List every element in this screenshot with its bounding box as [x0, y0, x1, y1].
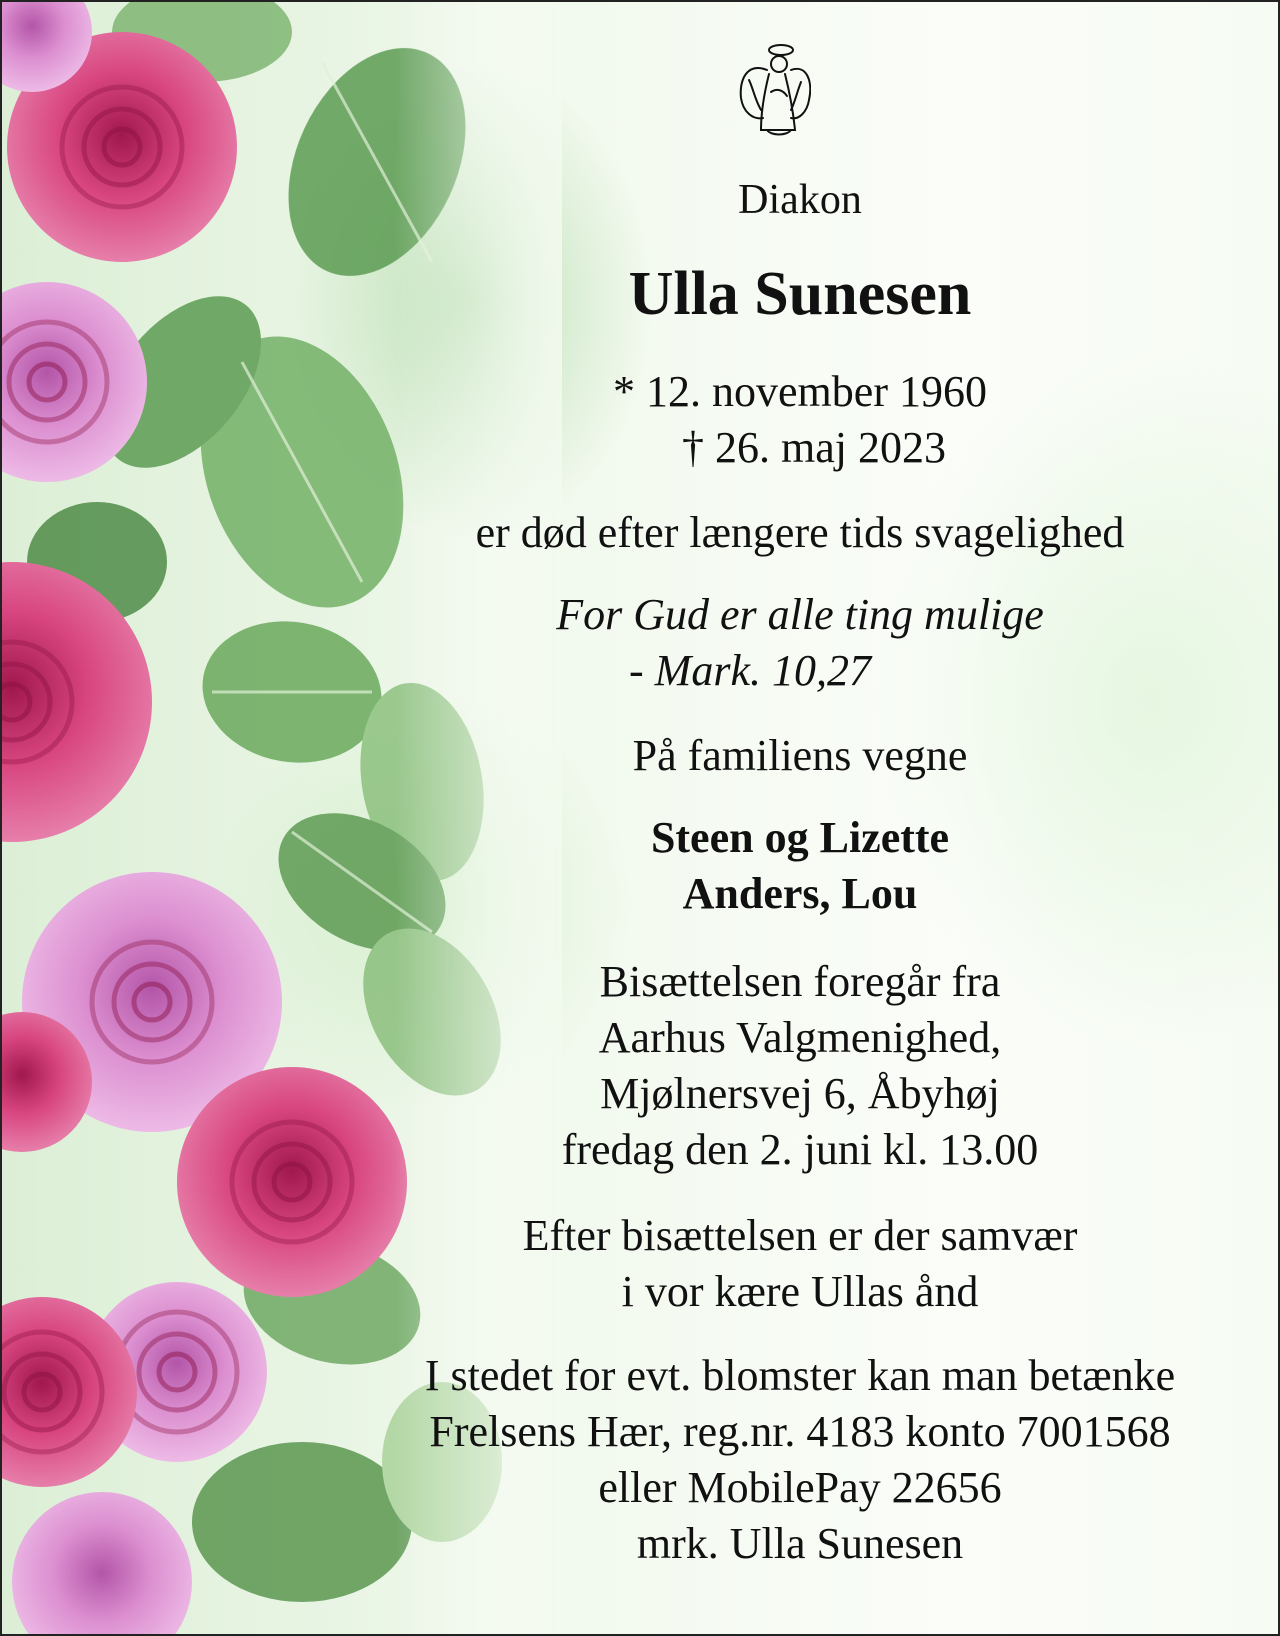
cause-line: er død efter længere tids svagelighed — [475, 508, 1125, 557]
gathering-line: Efter bisættelsen er der samvær — [522, 1211, 1078, 1260]
funeral-line: fredag den 2. juni kl. 13.00 — [561, 1125, 1039, 1174]
family-line: På familiens vegne — [632, 731, 968, 780]
donation-line: eller MobilePay 22656 — [598, 1463, 1002, 1512]
signers — [332, 810, 1268, 922]
angel-icon — [737, 40, 811, 140]
donation-details — [332, 1348, 1268, 1572]
funeral-line: Aarhus Valgmenighed, — [598, 1013, 1002, 1062]
gathering-details — [332, 1208, 1268, 1320]
verse-text: For Gud er alle ting mulige — [556, 590, 1044, 639]
donation-line: mrk. Ulla Sunesen — [636, 1519, 964, 1568]
donation-line: I stedet for evt. blomster kan man betænke — [424, 1351, 1176, 1400]
life-dates — [332, 364, 1268, 476]
signer-line: Anders, Lou — [682, 869, 918, 918]
death-date: † 26. maj 2023 — [682, 423, 946, 472]
deceased-title: Diakon — [738, 177, 862, 223]
funeral-details — [332, 954, 1268, 1178]
verse-reference: - Mark. 10,27 — [629, 646, 871, 695]
signer-line: Steen og Lizette — [650, 813, 950, 862]
birth-date: * 12. november 1960 — [613, 367, 987, 416]
funeral-line: Mjølnersvej 6, Åbyhøj — [600, 1069, 1000, 1118]
funeral-line: Bisættelsen foregår fra — [599, 957, 1001, 1006]
deceased-name: Ulla Sunesen — [628, 260, 972, 328]
gathering-line: i vor kære Ullas ånd — [621, 1267, 979, 1316]
donation-line: Frelsens Hær, reg.nr. 4183 konto 7001568 — [429, 1407, 1171, 1456]
bible-verse — [332, 587, 1268, 699]
